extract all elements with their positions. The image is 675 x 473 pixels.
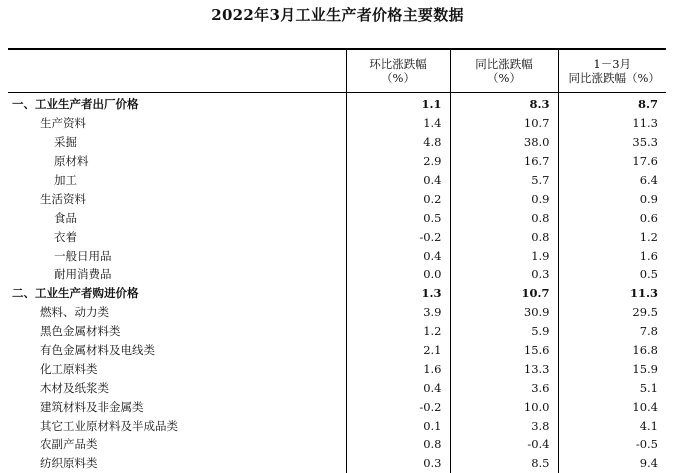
ytd-value: -0.5 xyxy=(635,437,658,452)
row-label: 有色金属材料及电线类 xyxy=(40,343,155,358)
row-label: 生活资料 xyxy=(40,191,86,206)
ytd-value: 1.6 xyxy=(639,248,658,263)
mom-value: 0.4 xyxy=(423,380,442,395)
ytd-value: 29.5 xyxy=(632,305,658,320)
table-row xyxy=(8,114,666,133)
yoy-value: 10.7 xyxy=(521,286,550,301)
header-label-column xyxy=(8,49,346,93)
mom-value: 0.8 xyxy=(423,437,442,452)
yoy-value: 8.3 xyxy=(529,97,550,112)
table-row xyxy=(8,265,666,284)
table-row xyxy=(8,341,666,360)
row-label: 木材及纸浆类 xyxy=(40,380,109,395)
header-month-on-month xyxy=(346,49,450,93)
mom-value: 1.6 xyxy=(423,361,442,376)
row-label: 原材料 xyxy=(54,154,89,169)
ytd-value: 17.6 xyxy=(632,154,658,169)
mom-value: 2.1 xyxy=(423,343,442,358)
yoy-value: 30.9 xyxy=(523,305,550,320)
ytd-value: 7.8 xyxy=(639,324,658,339)
header-ytd-line2: 同比涨跌幅（%） xyxy=(568,71,660,85)
mom-value: -0.2 xyxy=(419,229,442,244)
row-label: 黑色金属材料类 xyxy=(40,324,121,339)
yoy-value: 1.9 xyxy=(531,248,550,263)
table-row xyxy=(8,93,666,114)
table-row xyxy=(8,397,666,416)
yoy-value: 0.9 xyxy=(531,191,550,206)
row-label: 食品 xyxy=(54,210,77,225)
table-row xyxy=(8,208,666,227)
mom-value: 0.5 xyxy=(423,210,442,225)
header-yoy-line2: （%） xyxy=(487,71,521,85)
yoy-value: 15.6 xyxy=(523,343,550,358)
table-row xyxy=(8,284,666,303)
table-row xyxy=(8,152,666,171)
header-yoy-line1: 同比涨跌幅 xyxy=(475,57,533,71)
row-label: 化工原料类 xyxy=(40,361,98,376)
yoy-value: 10.7 xyxy=(523,116,550,131)
table-row xyxy=(8,359,666,378)
row-label: 衣着 xyxy=(54,229,77,244)
row-label: 燃料、动力类 xyxy=(40,305,109,320)
mom-value: 0.2 xyxy=(423,191,442,206)
yoy-value: 5.9 xyxy=(531,324,550,339)
yoy-value: 0.8 xyxy=(531,229,550,244)
mom-value: 0.3 xyxy=(423,456,442,471)
ytd-value: 16.8 xyxy=(632,343,658,358)
yoy-value: 0.8 xyxy=(531,210,550,225)
row-label: 一般日用品 xyxy=(54,248,112,263)
yoy-value: -0.4 xyxy=(527,437,550,452)
table-row xyxy=(8,322,666,341)
ytd-value: 0.9 xyxy=(639,191,658,206)
mom-value: 4.8 xyxy=(423,135,442,150)
table-row xyxy=(8,416,666,435)
ytd-value: 11.3 xyxy=(629,286,658,301)
yoy-value: 10.0 xyxy=(523,399,550,414)
ytd-value: 35.3 xyxy=(632,135,658,150)
row-label: 纺织原料类 xyxy=(40,456,98,471)
ytd-value: 6.4 xyxy=(639,173,658,187)
yoy-value: 3.6 xyxy=(531,380,550,395)
row-label: 二、工业生产者购进价格 xyxy=(12,286,139,301)
header-mom-line1: 环比涨跌幅 xyxy=(369,57,427,71)
ytd-value: 11.3 xyxy=(632,116,658,131)
table-row xyxy=(8,227,666,246)
row-label: 建筑材料及非金属类 xyxy=(40,399,144,414)
ytd-value: 4.1 xyxy=(639,418,658,433)
yoy-value: 38.0 xyxy=(523,135,550,150)
row-label: 其它工业原材料及半成品类 xyxy=(40,418,178,433)
table-row xyxy=(8,171,666,190)
row-label: 耐用消费品 xyxy=(54,267,112,282)
row-label: 加工 xyxy=(54,173,77,187)
price-data-table xyxy=(8,48,666,473)
ytd-value: 10.4 xyxy=(632,399,658,414)
header-ytd-line1: 1－3月 xyxy=(593,57,632,71)
table-row xyxy=(8,189,666,208)
yoy-value: 5.7 xyxy=(531,173,550,187)
mom-value: 0.1 xyxy=(423,418,442,433)
ytd-value: 0.6 xyxy=(639,210,658,225)
header-mom-line2: （%） xyxy=(381,71,415,85)
yoy-value: 8.5 xyxy=(531,456,550,471)
mom-value: 1.4 xyxy=(423,116,442,131)
ytd-value: 0.5 xyxy=(639,267,658,282)
mom-value: 0.4 xyxy=(423,248,442,263)
row-label: 农副产品类 xyxy=(40,437,98,452)
table-row xyxy=(8,133,666,152)
table-row xyxy=(8,435,666,454)
mom-value: 0.4 xyxy=(423,173,442,187)
header-year-on-year xyxy=(450,49,558,93)
ytd-value: 1.2 xyxy=(639,229,658,244)
table-header-row xyxy=(8,49,666,93)
mom-value: 1.2 xyxy=(423,324,442,339)
header-year-to-date xyxy=(558,49,666,93)
mom-value: 0.0 xyxy=(423,267,442,282)
ytd-value: 15.9 xyxy=(632,361,658,376)
page-title: 2022年3月工业生产者价格主要数据 xyxy=(211,6,464,24)
mom-value: 1.1 xyxy=(421,97,442,112)
mom-value: 1.3 xyxy=(421,286,442,301)
table-row xyxy=(8,246,666,265)
table-row xyxy=(8,303,666,322)
row-label: 一、工业生产者出厂价格 xyxy=(12,97,139,112)
yoy-value: 0.3 xyxy=(531,267,550,282)
ytd-value: 9.4 xyxy=(639,456,658,471)
mom-value: 3.9 xyxy=(423,305,442,320)
yoy-value: 3.8 xyxy=(531,418,550,433)
row-label: 采掘 xyxy=(54,135,77,150)
ytd-value: 8.7 xyxy=(637,97,658,112)
table-row xyxy=(8,454,666,473)
yoy-value: 13.3 xyxy=(523,361,550,376)
ytd-value: 5.1 xyxy=(639,380,658,395)
table-row xyxy=(8,378,666,397)
yoy-value: 16.7 xyxy=(523,154,550,169)
mom-value: -0.2 xyxy=(419,399,442,414)
row-label: 生产资料 xyxy=(40,116,86,131)
mom-value: 2.9 xyxy=(423,154,442,169)
